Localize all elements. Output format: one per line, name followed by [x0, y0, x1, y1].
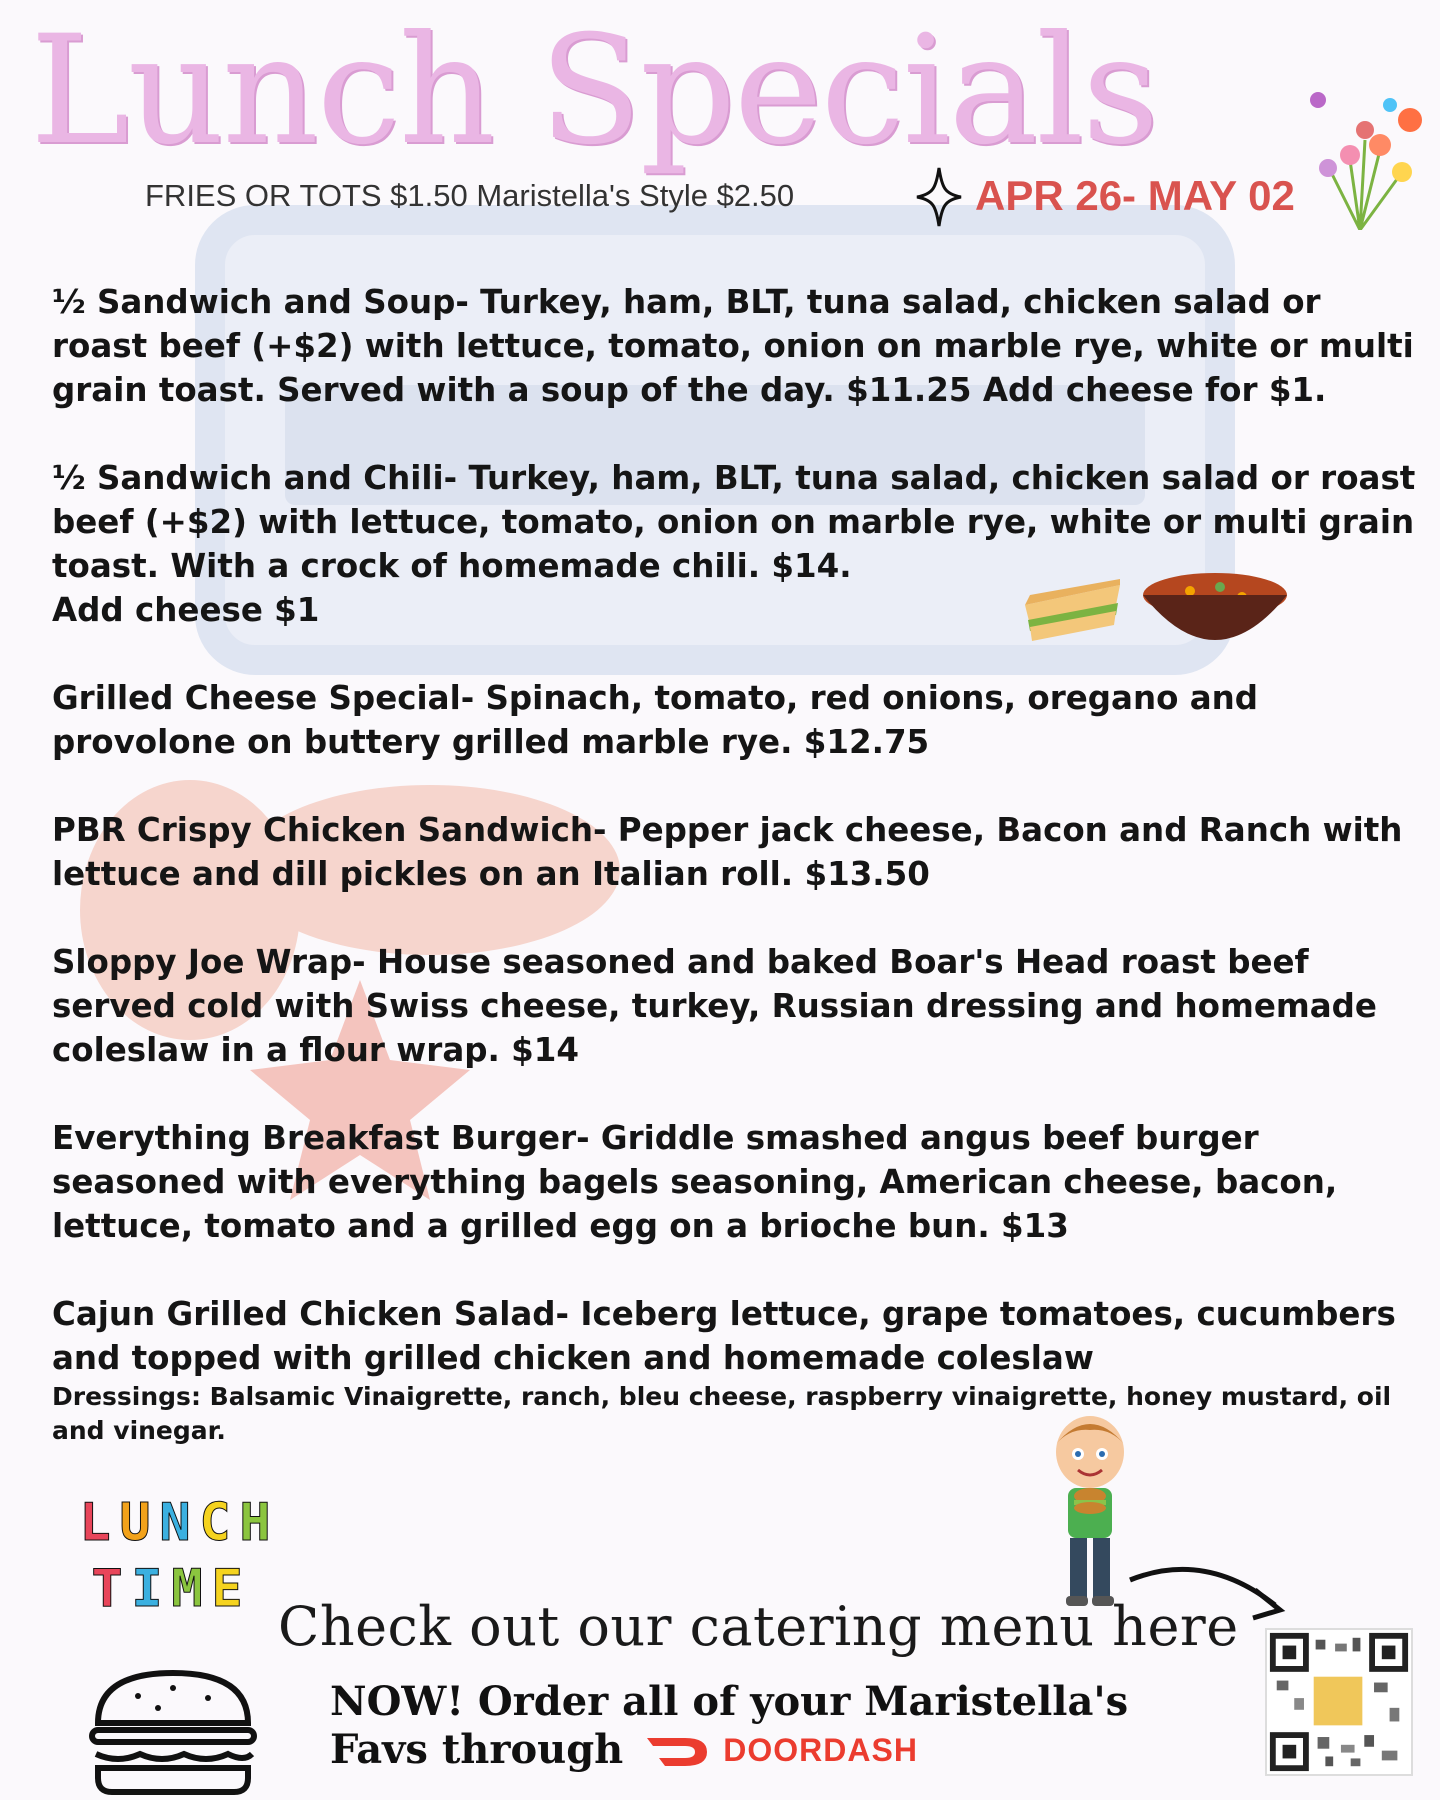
menu-item	[52, 808, 1422, 896]
lunch-time-logo	[75, 1490, 275, 1640]
doordash-logo-icon	[645, 1732, 709, 1768]
menu-item-text: Grilled Cheese Special- Spinach, tomato, red onions, oregano and provolone on buttery grilled marble rye. $12.75	[52, 679, 1259, 761]
menu-item-text: ½ Sandwich and Chili- Turkey, ham, BLT, tuna salad, chicken salad or roast beef (+$2) with lettuce, tomato, onion on marble rye, white or multi grain toast. With a crock of homemade chili. $14.	[52, 459, 1416, 585]
menu-item-text: Sloppy Joe Wrap- House seasoned and baked Boar's Head roast beef served cold with Swiss cheese, turkey, Russian dressing and homemade coleslaw in a flour wrap. $14	[52, 943, 1377, 1069]
lunch-time-letter: L	[79, 1493, 111, 1553]
lunch-time-letter: T	[91, 1559, 123, 1619]
menu-item-text: PBR Crispy Chicken Sandwich- Pepper jack cheese, Bacon and Ranch with lettuce and dill pickles on an Italian roll. $13.50	[52, 811, 1403, 893]
sandwich-icon	[1025, 579, 1120, 641]
lunch-time-row2	[87, 1556, 275, 1622]
lunch-time-row1	[75, 1490, 275, 1556]
lunch-time-letter: N	[159, 1493, 191, 1553]
menu-item	[52, 1116, 1422, 1248]
qr-code-icon[interactable]	[1265, 1628, 1413, 1776]
lunch-time-letter: H	[239, 1493, 271, 1553]
menu-item	[52, 1292, 1422, 1448]
order-line2: Favs through	[330, 1726, 624, 1773]
order-promo	[330, 1678, 1128, 1774]
menu-item-extra: Add cheese $1	[52, 591, 320, 629]
lunch-time-letter: U	[119, 1493, 151, 1553]
lunch-time-letter: M	[171, 1559, 203, 1619]
order-line1: NOW! Order all of your Maristella's	[330, 1678, 1129, 1725]
page-title: Lunch Specials	[30, 4, 1158, 178]
menu-item-text: Cajun Grilled Chicken Salad- Iceberg lettuce, grape tomatoes, cucumbers and topped with grilled chicken and homemade coleslaw	[52, 1295, 1396, 1377]
menu-list	[52, 280, 1422, 1492]
menu-item	[52, 280, 1422, 412]
menu-item-note: Dressings: Balsamic Vinaigrette, ranch, bleu cheese, raspberry vinaigrette, honey mustard, oil and vinegar.	[52, 1382, 1392, 1445]
menu-item-text: ½ Sandwich and Soup- Turkey, ham, BLT, tuna salad, chicken salad or roast beef (+$2) with lettuce, tomato, onion on marble rye, white or multi grain toast. Served with a soup of the day. $11.25 Add cheese for $1.	[52, 283, 1414, 409]
menu-item-text: Everything Breakfast Burger- Griddle smashed angus beef burger seasoned with everything bagels seasoning, American cheese, bacon, lettuce, tomato and a grilled egg on a brioche bun. $13	[52, 1119, 1338, 1245]
order-line2-row	[330, 1726, 1128, 1774]
doordash-link[interactable]: DOORDASH	[723, 1732, 918, 1768]
lunch-time-letter: C	[199, 1493, 231, 1553]
menu-item	[52, 676, 1422, 764]
catering-text: Check out our catering menu here	[278, 1595, 1239, 1658]
lunch-time-letter: E	[211, 1559, 243, 1619]
date-range: APR 26- MAY 02	[975, 172, 1295, 219]
lunch-time-letter: I	[131, 1559, 163, 1619]
food-icons	[1020, 565, 1290, 665]
sparkle-icon	[915, 166, 963, 228]
burger-outline-icon	[88, 1668, 258, 1798]
sides-pricing: FRIES OR TOTS $1.50 Maristella's Style $2.50	[145, 178, 795, 213]
chili-bowl-icon	[1143, 573, 1287, 640]
subheader	[145, 172, 1345, 222]
menu-item	[52, 940, 1422, 1072]
